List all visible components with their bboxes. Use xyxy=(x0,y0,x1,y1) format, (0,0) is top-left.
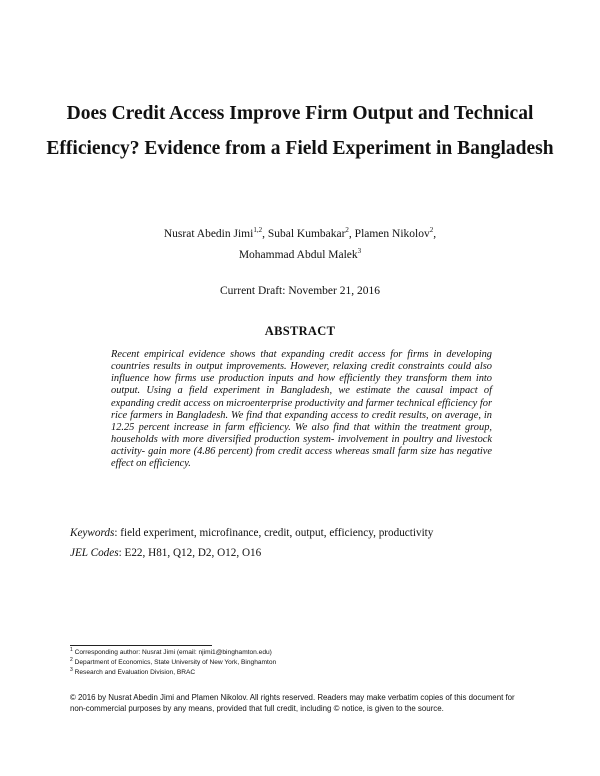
footnote: $^1$ Corresponding author: Nusrat Jimi (email: njimi1@binghamton.edu) xyxy=(70,647,272,656)
author: Mohammad Abdul Malek$^3$ xyxy=(238,247,362,261)
author: Subal Kumbakar$^2$, xyxy=(267,226,355,240)
jel-codes-line xyxy=(70,547,550,559)
affiliation-mark: 1,2 xyxy=(253,226,263,234)
keywords-line xyxy=(70,527,550,539)
affiliation-mark: 2 xyxy=(429,226,434,234)
author-list xyxy=(60,224,540,266)
abstract-heading: ABSTRACT xyxy=(264,324,336,338)
footnotes xyxy=(70,648,540,679)
copyright-notice: © 2016 by Nusrat Abedin Jimi and Plamen Nikolov. All rights reserved. Readers may make verbatim copies of this document for non-commercial purposes by any means, provided that full credit, including © notice, is given to the source. xyxy=(70,693,515,713)
jel-label: JEL Codes xyxy=(70,547,119,559)
keywords-label: Keywords xyxy=(70,527,115,539)
keywords-text: : field experiment, microfinance, credit, output, efficiency, productivity xyxy=(114,527,434,539)
draft-date: Current Draft: November 21, 2016 xyxy=(219,285,380,297)
footnote-divider xyxy=(70,645,212,646)
affiliation-mark: 2 xyxy=(345,226,349,234)
author: Nusrat Abedin Jimi$^{1,2}$, xyxy=(163,226,268,240)
footnote: $^3$ Research and Evaluation Division, BRAC xyxy=(70,667,196,677)
jel-text: : E22, H81, Q12, D2, O12, O16 xyxy=(118,547,262,559)
author: Plamen Nikolov$^2$, xyxy=(354,226,437,240)
paper-title: Does Credit Access Improve Firm Output and Technical Efficiency? Evidence from a Field Experiment in Bangladesh xyxy=(46,103,554,159)
footnote: $^2$ Department of Economics, State University of New York, Binghamton xyxy=(70,657,277,667)
abstract-text: Recent empirical evidence shows that expanding credit access for firms in developing countries results in output improvements. However, relaxing credit constraints could also influence how firms use production inputs and how efficiently they transform them into output. Using a field experiment in Bangladesh, we estimate the causal impact of expanding credit access on microenterprise productivity and farmer technical efficiency for rice farmers in Bangladesh. We find that expanding access to credit results, on average, in 12.25 percent increase in farm efficiency. We also find that within the treatment group, households with more diversified production system- involvement in poultry and livestock activity- gain more (4.86 percent) from credit access whereas small farm size has negative effect on efficiency. xyxy=(111,349,492,470)
affiliation-mark: 3 xyxy=(357,247,362,255)
